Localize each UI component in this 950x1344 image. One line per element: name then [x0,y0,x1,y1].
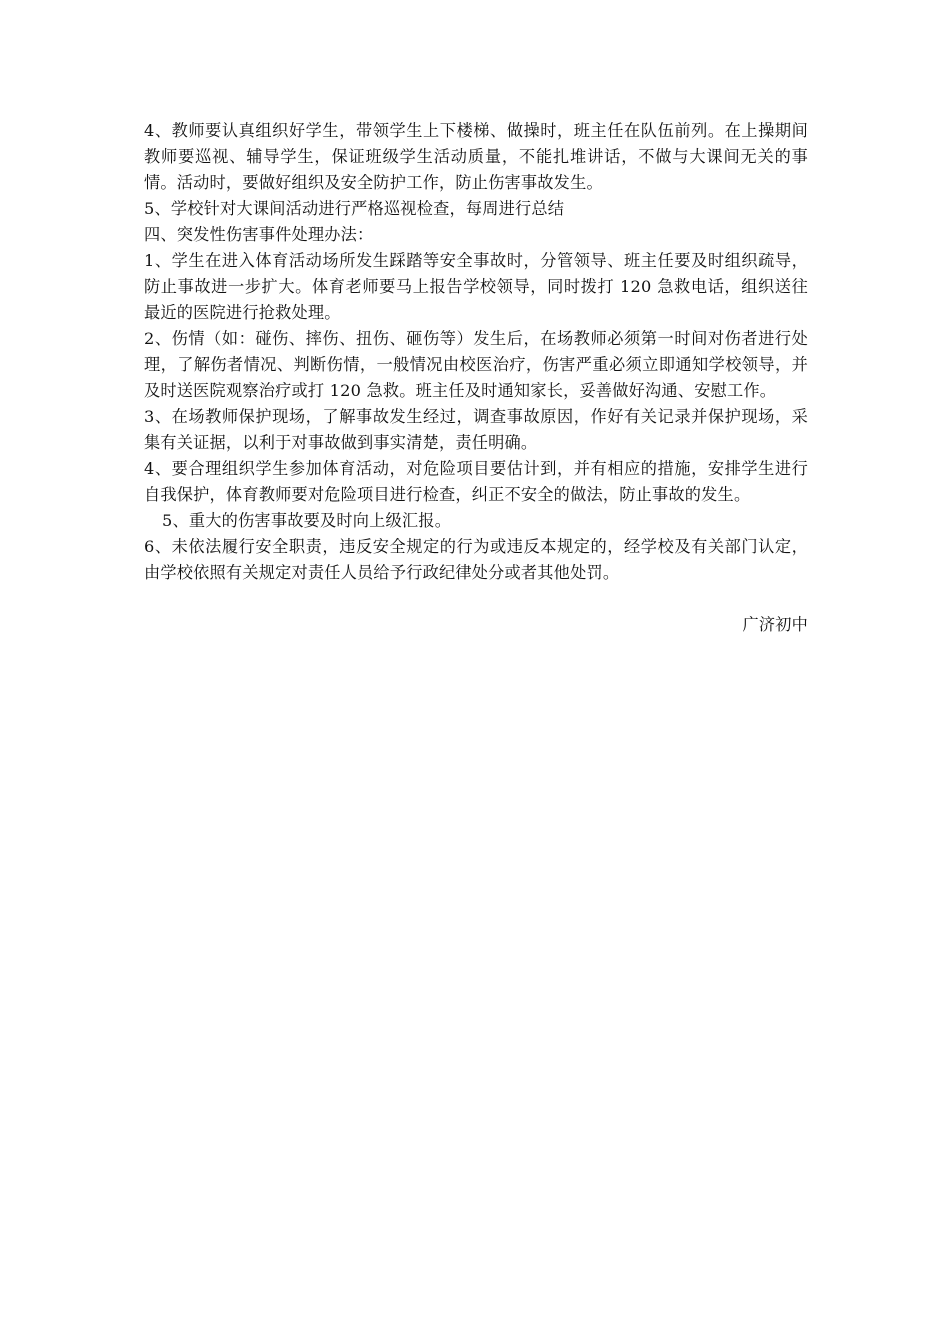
paragraph-risk-control: 4、要合理组织学生参加体育活动，对危险项目要估计到，并有相应的措施，安排学生进行自我保护，体育教师要对危险项目进行检查，纠正不安全的做法，防止事故的发生。 [144,459,808,504]
paragraph-teacher-duty: 4、教师要认真组织好学生，带领学生上下楼梯、做操时，班主任在队伍前列。在上操期间教师要巡视、辅导学生，保证班级学生活动质量，不能扎堆讲话，不做与大课间无关的事情。活动时，要做好组织及安全防护工作，防止伤害事故发生。 [144,121,808,192]
paragraph-penalty: 6、未依法履行安全职责，违反安全规定的行为或违反本规定的，经学校及有关部门认定，由学校依照有关规定对责任人员给予行政纪律处分或者其他处罚。 [144,537,808,582]
section-heading-emergency: 四、突发性伤害事件处理办法： [144,225,374,244]
signature: 广济初中 [742,615,808,634]
document-body [144,118,808,638]
paragraph-report: 5、重大的伤害事故要及时向上级汇报。 [162,511,452,530]
paragraph-injury: 2、伤情（如：碰伤、摔伤、扭伤、砸伤等）发生后，在场教师必须第一时间对伤者进行处理，了解伤者情况、判断伤情，一般情况由校医治疗，伤害严重必须立即通知学校领导，并及时送医院观察治疗或打 120 急救。班主任及时通知家长，妥善做好沟通、安慰工作。 [144,329,808,400]
paragraph-inspection: 5、学校针对大课间活动进行严格巡视检查，每周进行总结 [144,199,565,218]
paragraph-stampede: 1、学生在进入体育活动场所发生踩踏等安全事故时，分管领导、班主任要及时组织疏导，防止事故进一步扩大。体育老师要马上报告学校领导，同时拨打 120 急救电话，组织送往最近的医院进行抢救处理。 [144,251,808,322]
paragraph-scene-protection: 3、在场教师保护现场，了解事故发生经过，调查事故原因，作好有关记录并保护现场，采集有关证据，以利于对事故做到事实清楚，责任明确。 [144,407,808,452]
